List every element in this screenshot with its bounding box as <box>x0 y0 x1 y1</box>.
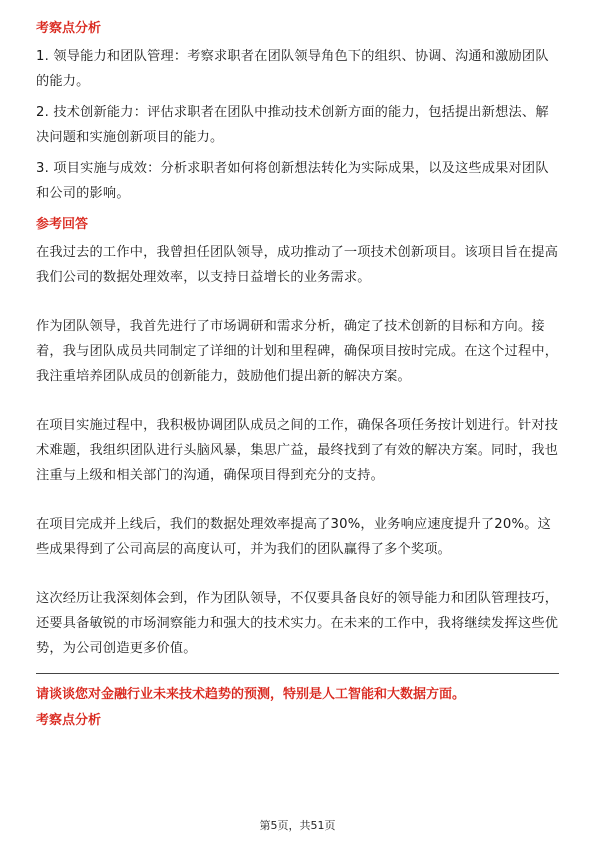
answer-paragraph-5: 这次经历让我深刻体会到，作为团队领导，不仅要具备良好的领导能力和团队管理技巧，还要具备敏锐的市场洞察能力和强大的技术实力。在未来的工作中，我将继续发挥这些优势，为公司创造更多价值。 <box>36 591 559 656</box>
page-number: 第5页，共51页 <box>259 819 336 832</box>
analysis-heading: 考察点分析 <box>36 21 102 36</box>
section-divider <box>36 673 559 674</box>
answer-paragraph-2: 作为团队领导，我首先进行了市场调研和需求分析，确定了技术创新的目标和方向。接着，我与团队成员共同制定了详细的计划和里程碑，确保项目按时完成。在这个过程中，我注重培养团队成员的创新能力，鼓励他们提出新的解决方案。 <box>36 319 559 384</box>
next-analysis-heading: 考察点分析 <box>36 713 102 728</box>
answer-paragraph-4: 在项目完成并上线后，我们的数据处理效率提高了30%，业务响应速度提升了20%。这些成果得到了公司高层的高度认可，并为我们的团队赢得了多个奖项。 <box>36 517 551 557</box>
answer-paragraph-1: 在我过去的工作中，我曾担任团队领导，成功推动了一项技术创新项目。该项目旨在提高我们公司的数据处理效率，以支持日益增长的业务需求。 <box>36 245 559 285</box>
analysis-point-1: 1. 领导能力和团队管理：考察求职者在团队领导角色下的组织、协调、沟通和激励团队的能力。 <box>36 49 549 89</box>
answer-paragraph-3: 在项目实施过程中，我积极协调团队成员之间的工作，确保各项任务按计划进行。针对技术难题，我组织团队进行头脑风暴，集思广益，最终找到了有效的解决方案。同时，我也注重与上级和相关部门的沟通，确保项目得到充分的支持。 <box>36 418 559 483</box>
analysis-point-2: 2. 技术创新能力：评估求职者在团队中推动技术创新方面的能力，包括提出新想法、解决问题和实施创新项目的能力。 <box>36 105 549 145</box>
page-content <box>36 18 562 736</box>
next-question: 请谈谈您对金融行业未来技术趋势的预测，特别是人工智能和大数据方面。 <box>36 687 466 702</box>
reference-answer-heading: 参考回答 <box>36 217 89 232</box>
analysis-point-3: 3. 项目实施与成效：分析求职者如何将创新想法转化为实际成果，以及这些成果对团队和公司的影响。 <box>36 161 549 201</box>
